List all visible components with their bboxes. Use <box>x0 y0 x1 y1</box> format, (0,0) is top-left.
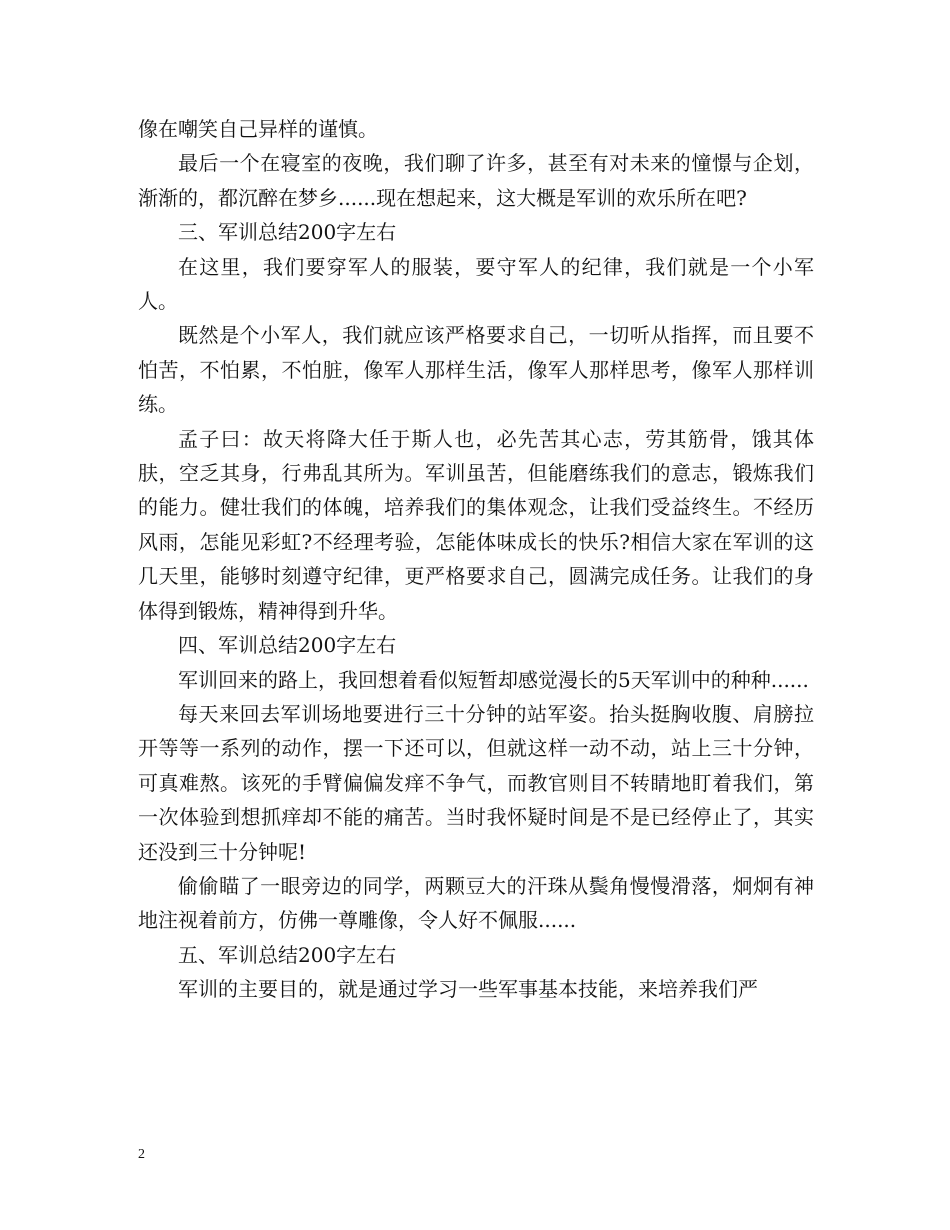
paragraph-mencius-quote: 孟子曰：故天将降大任于斯人也，必先苦其心志，劳其筋骨，饿其体肤，空乏其身，行弗乱其所为。军训虽苦，但能磨练我们的意志，锻炼我们的能力。健壮我们的体魄，培养我们的集体观念，让我们受益终生。不经历风雨，怎能见彩虹?不经理考验，怎能体味成长的快乐?相信大家在军训的这几天里，能够时刻遵守纪律，更严格要求自己，圆满完成任务。让我们的身体得到锻炼，精神得到升华。 <box>138 426 814 623</box>
paragraph-way-back: 军训回来的路上，我回想着看似短暂却感觉漫长的5天军训中的种种...... <box>178 667 809 692</box>
paragraph-last-night: 最后一个在寝室的夜晚，我们聊了许多，甚至有对未来的憧憬与企划，渐渐的，都沉醉在梦乡......现在想起来，这大概是军训的欢乐所在吧? <box>138 151 814 210</box>
paragraph-standing-posture: 每天来回去军训场地要进行三十分钟的站军姿。抬头挺胸收腹、肩膀拉开等等一系列的动作，摆一下还可以，但就这样一动不动，站上三十分钟，可真难熬。该死的手臂偏偏发痒不争气，而教官则目不转睛地盯着我们，第一次体验到想抓痒却不能的痛苦。当时我怀疑时间是不是已经停止了，其实还没到三十分钟呢! <box>138 701 814 864</box>
section-heading-5: 五、军训总结200字左右 <box>178 942 397 967</box>
section-heading-3: 三、军训总结200字左右 <box>178 220 397 245</box>
paragraph-main-purpose: 军训的主要目的，就是通过学习一些军事基本技能，来培养我们严 <box>178 977 758 1002</box>
section-heading-4: 四、军训总结200字左右 <box>178 633 397 658</box>
paragraph-classmate-glance: 偷偷瞄了一眼旁边的同学，两颗豆大的汗珠从鬓角慢慢滑落，炯炯有神地注视着前方，仿佛一尊雕像，令人好不佩服...... <box>138 873 814 933</box>
page-number: 2 <box>138 1147 145 1162</box>
paragraph-continuation: 像在嘲笑自己异样的谨慎。 <box>138 117 378 141</box>
document-body <box>138 112 814 1007</box>
paragraph-strict-requirements: 既然是个小军人，我们就应该严格要求自己，一切听从指挥，而且要不怕苦，不怕累，不怕脏，像军人那样生活，像军人那样思考，像军人那样训练。 <box>138 323 814 417</box>
paragraph-soldier-uniform: 在这里，我们要穿军人的服装，要守军人的纪律，我们就是一个小军人。 <box>138 254 814 314</box>
